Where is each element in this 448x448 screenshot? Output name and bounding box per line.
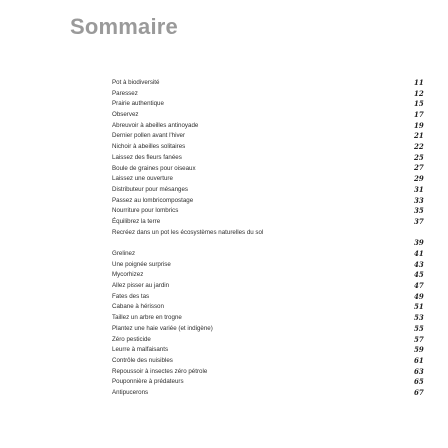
toc-entry-label: Laissez une ouverture (112, 175, 173, 183)
toc-list (112, 78, 432, 399)
toc-entry-page: 59 (414, 345, 424, 355)
toc-entry (112, 249, 432, 260)
toc-entry (112, 260, 432, 271)
toc-entry-page: 49 (414, 291, 424, 301)
toc-entry-page: 37 (414, 216, 424, 226)
toc-entry-page: 65 (414, 377, 424, 387)
toc-entry (112, 345, 432, 356)
toc-entry-label: Repoussoir à insectes zéro pétrole (112, 367, 208, 375)
toc-entry (112, 196, 432, 207)
toc-entry (112, 302, 432, 313)
toc-entry-page: 51 (414, 302, 424, 312)
toc-entry-page: 21 (414, 131, 424, 141)
toc-entry-page: 17 (414, 110, 424, 120)
toc-entry-page: 33 (414, 195, 424, 205)
toc-entry (112, 185, 432, 196)
toc-entry (112, 164, 432, 175)
toc-entry (112, 388, 432, 399)
toc-entry (112, 174, 432, 185)
toc-entry-page: 22 (414, 142, 424, 152)
toc-entry (112, 217, 432, 228)
toc-entry-page: 55 (414, 323, 424, 333)
toc-entry (112, 270, 432, 281)
toc-entry (112, 142, 432, 153)
toc-entry-page: 45 (414, 270, 424, 280)
toc-entry-label: Nichoir à abeilles solitaires (112, 143, 186, 151)
toc-entry-label: Paressez (112, 89, 138, 97)
toc-entry-page: 31 (414, 184, 424, 194)
toc-entry-page: 15 (414, 99, 424, 109)
toc-entry-label: Pot à biodiversité (112, 79, 160, 86)
toc-entry (112, 99, 432, 110)
toc-entry (112, 367, 432, 378)
toc-entry-label: Leurre à malfaisants (112, 346, 169, 354)
toc-entry-page: 19 (414, 120, 424, 130)
toc-entry-page: 11 (414, 77, 424, 87)
toc-entry (112, 313, 432, 324)
toc-entry-label: Passez au lombricompostage (112, 196, 194, 204)
page-title: Sommaire (70, 14, 178, 39)
toc-entry-label: Abreuvoir à abeilles antinoyade (112, 121, 199, 129)
toc-entry-page: 35 (414, 206, 424, 216)
toc-entry-label: Recréez dans un pot les écosystèmes naturelles du sol (112, 228, 264, 236)
toc-entry-page: 63 (414, 366, 424, 376)
toc-entry-label: Fates des tas (112, 292, 150, 300)
toc-entry-label: Dernier pollen avant l'hiver (112, 132, 186, 140)
toc-entry-label: Une poignée surprise (112, 260, 171, 268)
toc-entry-label: Équilibrez la terre (112, 217, 161, 225)
toc-entry (112, 281, 432, 292)
toc-entry-label: Zéro pesticide (112, 335, 151, 343)
toc-entry (112, 324, 432, 335)
toc-entry-label: Observez (112, 111, 139, 119)
toc-entry-page: 25 (414, 152, 424, 162)
toc-entry (112, 78, 432, 89)
toc-entry-page: 67 (414, 387, 424, 397)
toc-entry (112, 131, 432, 142)
toc-entry-page: 57 (414, 334, 424, 344)
toc-entry-label: Grelinez (112, 250, 136, 258)
toc-entry-label: Antipucerons (112, 388, 149, 396)
toc-entry-page: 27 (414, 163, 424, 173)
toc-entry-label: Prairie authentique (112, 100, 164, 108)
toc-entry-label: Taillez un arbre en trogne (112, 314, 182, 322)
toc-entry-label: Mycorhizez (112, 271, 144, 279)
toc-entry-page: 43 (414, 259, 424, 269)
toc-entry (112, 228, 432, 249)
toc-entry-page: 41 (414, 249, 424, 258)
toc-entry (112, 335, 432, 346)
toc-entry-page: 61 (414, 355, 424, 365)
toc-entry (112, 121, 432, 132)
toc-entry (112, 153, 432, 164)
toc-entry-label: Boule de graines pour oiseaux (112, 164, 196, 172)
toc-entry-page: 12 (414, 88, 424, 98)
toc-entry-page: 47 (414, 281, 424, 291)
toc-entry-label: Allez pisser au jardin (112, 282, 170, 290)
toc-entry-label: Cabane à hérisson (112, 303, 164, 311)
toc-entry-label: Pouponnière à prédateurs (112, 378, 184, 386)
toc-entry (112, 110, 432, 121)
toc-entry-page: 53 (414, 313, 424, 323)
toc-entry (112, 356, 432, 367)
toc-entry-label: Plantez une haie variée (et indigène) (112, 324, 213, 332)
toc-entry (112, 377, 432, 388)
toc-entry-label: Contrôle des nuisibles (112, 356, 173, 364)
toc-entry (112, 89, 432, 100)
toc-entry-page: 29 (414, 174, 424, 184)
toc-entry-label: Nourriture pour lombrics (112, 207, 179, 215)
toc-entry (112, 206, 432, 217)
toc-entry-label: Laissez des fleurs fanées (112, 153, 182, 161)
toc-entry-label: Distributeur pour mésanges (112, 185, 189, 193)
toc-entry (112, 292, 432, 303)
toc-entry-page: 39 (414, 238, 424, 248)
